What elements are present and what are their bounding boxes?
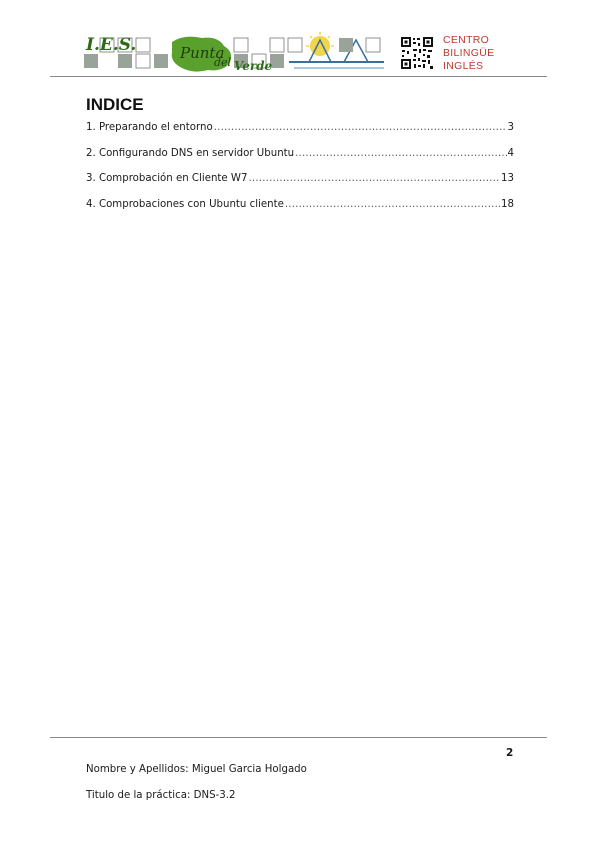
toc-leader-dots [214,122,507,133]
centro-line-2: BILINGÜE [443,47,495,59]
logo-punta-text: Punta [180,44,225,62]
toc-entry-page: 18 [501,198,514,210]
centro-line-3: INGLÉS [443,60,484,72]
toc-entry[interactable] [86,122,514,148]
header-divider [50,76,547,77]
toc-entry-page: 13 [501,173,514,184]
toc-entry-page: 3 [507,122,514,133]
logo-ies-text: I.E.S. [86,35,137,55]
toc-leader-dots [285,199,500,210]
toc-entry-label: 1. Preparando el entorno [86,122,213,133]
bilingual-center-badge [443,34,494,73]
toc-entry[interactable] [86,148,514,174]
practice-title: Titulo de la práctica: DNS-3.2 [86,790,236,801]
toc-entry-page: 4 [507,147,514,159]
toc-entry-label: 4. Comprobaciones con Ubuntu cliente [86,198,284,210]
toc-leader-dots [295,148,506,159]
school-logo [84,32,384,74]
toc-entry[interactable] [86,173,514,199]
page-number: 2 [506,747,514,759]
qr-code-icon [400,36,434,70]
toc-entry-label: 3. Comprobación en Cliente W7 [86,173,248,184]
footer-divider [50,737,547,738]
centro-line-1: CENTRO [443,34,490,46]
page-header [84,32,504,74]
toc-entry[interactable] [86,199,514,225]
toc-leader-dots [248,173,500,184]
author-name: Nombre y Apellidos: Miguel Garcia Holgado [86,764,307,775]
toc-entry-label: 2. Configurando DNS en servidor Ubuntu [86,147,295,159]
logo-del-text: del [214,56,232,69]
logo-verde-text: Verde [234,59,273,73]
table-of-contents [86,122,514,224]
toc-title: INDICE [86,95,144,114]
